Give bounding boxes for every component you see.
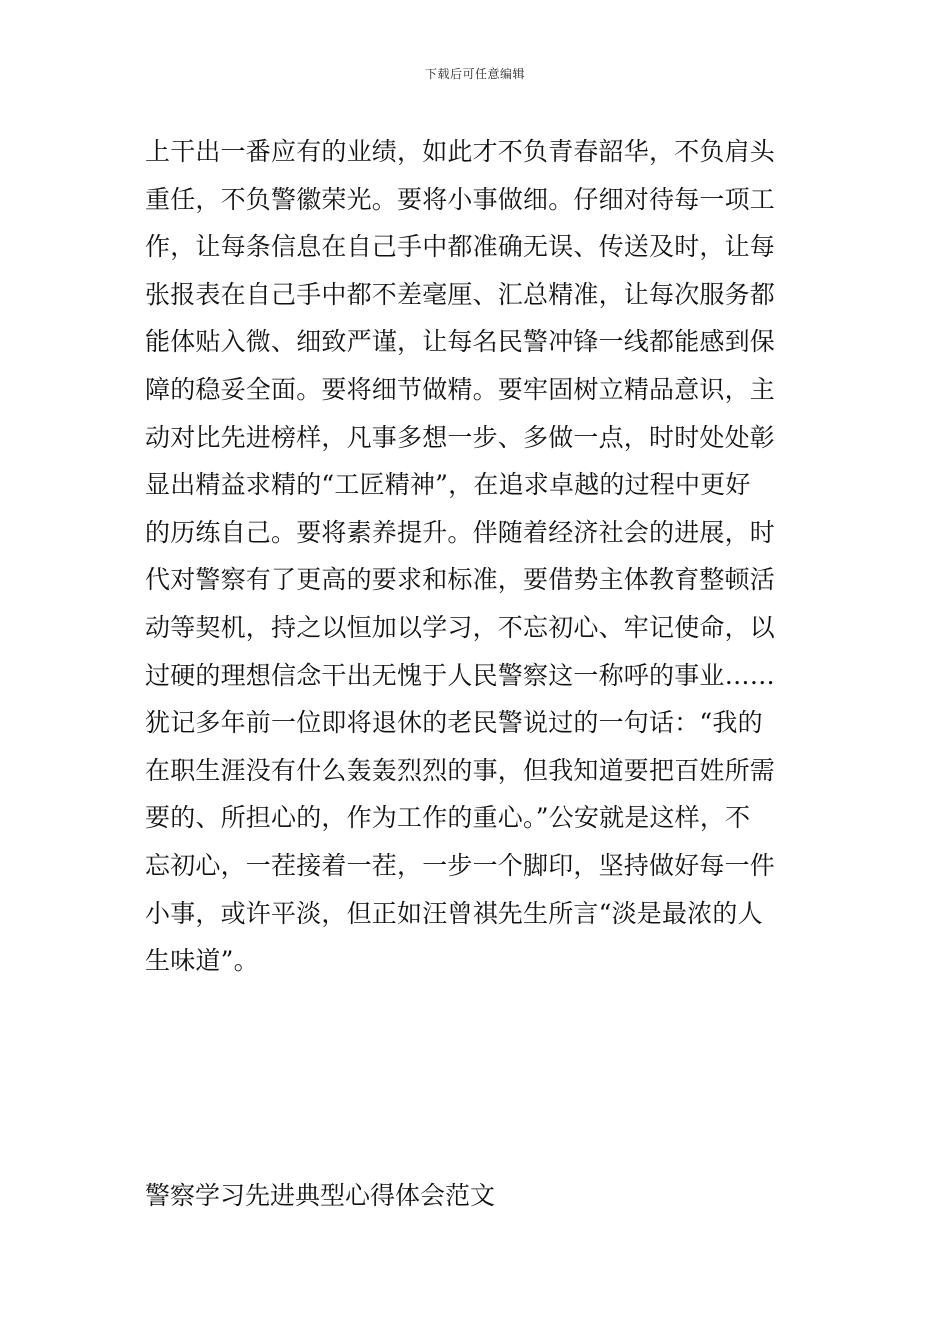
body-paragraph (145, 128, 810, 985)
section-title: 警察学习先进典型心得体会范文 (145, 1181, 496, 1210)
text-line: 在职生涯没有什么轰轰烈烈的事，但我知道要把百姓所需 (145, 755, 776, 785)
text-line: 动等契机，持之以恒加以学习，不忘初心、牢记使命，以 (145, 612, 776, 642)
text-line: 能体贴入微、细致严谨，让每名民警冲锋一线都能感到保 (145, 327, 776, 357)
page-header-note: 下载后可任意编辑 (424, 67, 525, 81)
text-line: 张报表在自己手中都不差毫厘、汇总精准，让每次服务都 (145, 279, 776, 309)
text-line: 小事，或许平淡，但正如汪曾祺先生所言“淡是最浓的人 (145, 898, 763, 928)
text-line: 重任，不负警徽荣光。要将小事做细。仔细对待每一项工 (145, 184, 776, 214)
text-line: 忘初心，一茬接着一茬，一步一个脚印，坚持做好每一件 (145, 850, 776, 880)
text-line: 上干出一番应有的业绩，如此才不负青春韶华，不负肩头 (145, 137, 776, 166)
text-line: 生味道”。 (145, 946, 259, 976)
text-line: 动对比先进榜样，凡事多想一步、多做一点，时时处处彰 (145, 422, 776, 452)
text-line: 作，让每条信息在自己手中都准确无误、传送及时，让每 (145, 232, 776, 262)
text-line: 显出精益求精的“工匠精神”，在追求卓越的过程中更好 (145, 470, 751, 500)
text-line: 过硬的理想信念干出无愧于人民警察这一称呼的事业…… (145, 660, 776, 690)
text-line: 障的稳妥全面。要将细节做精。要牢固树立精品意识，主 (145, 374, 776, 404)
text-line: 代对警察有了更高的要求和标准，要借势主体教育整顿活 (145, 565, 776, 595)
text-line: 要的、所担心的，作为工作的重心。”公安就是这样，不 (145, 803, 751, 833)
text-line: 犹记多年前一位即将退休的老民警说过的一句话：“我的 (145, 708, 763, 738)
text-line: 的历练自己。要将素养提升。伴随着经济社会的进展，时 (145, 517, 776, 547)
